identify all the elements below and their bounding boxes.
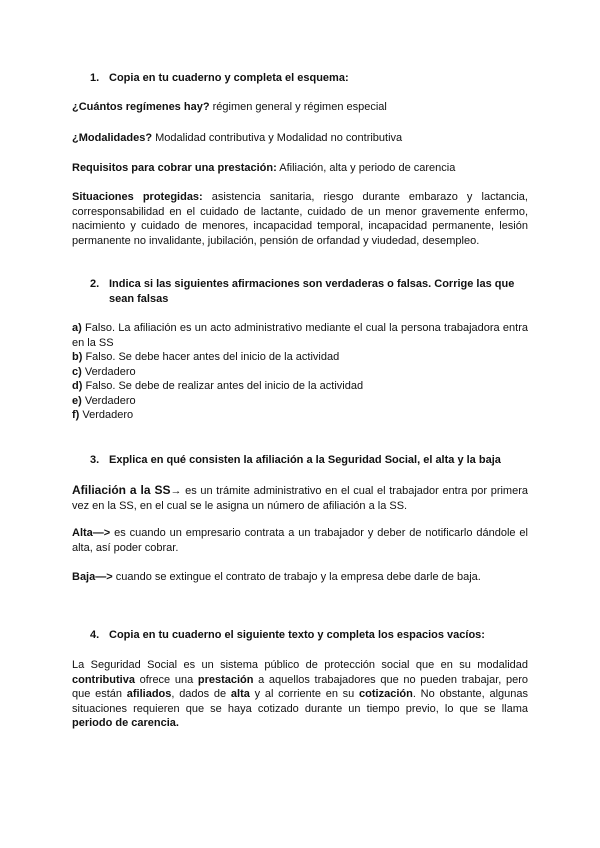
q2-answer-text: Verdadero <box>79 409 134 421</box>
q2-answer-f <box>72 408 528 423</box>
q4-text-6: . No obstante, algunas situaciones requieren que se haya cotizado durante un tiempo previo, lo que se llama <box>72 688 528 715</box>
q2-answer-text: Falso. La afiliación es un acto administrativo mediante el cual la persona trabajadora entra en la SS <box>72 322 528 349</box>
q3-alta-label: Alta <box>72 527 93 539</box>
q4-text-5: y al corriente en su <box>249 688 360 700</box>
q1-requisitos-label: Requisitos para cobrar una prestación: <box>72 162 277 174</box>
q1-modalidades-text: Modalidad contributiva y Modalidad no contributiva <box>152 132 403 144</box>
q2-answer-text: Falso. Se debe de realizar antes del inicio de la actividad <box>82 380 364 392</box>
q4-blank-cotizacion: cotización <box>359 688 413 700</box>
q4-blank-afiliados: afiliados <box>126 688 172 700</box>
q1-number: 1. <box>90 72 100 84</box>
q2-title-line2: sean falsas <box>109 293 169 305</box>
q4-blank-prestacion: prestación <box>197 673 254 686</box>
q1-modalidades <box>72 131 528 146</box>
q1-situaciones-text: asistencia sanitaria, riesgo durante embarazo y lactancia, corresponsabilidad en el cuidado de lactante, cuidado de un menor gravemente enfermo, nacimiento y cuidado de menores, incapacidad temporal, incapacidad permanente, lesión permanente no invalidante, jubilación, pensión de orfandad y viudedad, desempleo. <box>72 191 528 247</box>
q2-answer-text: Verdadero <box>81 394 136 407</box>
q4-text-1: La Seguridad Social es un sistema público de protección social que en su modalidad <box>72 659 528 671</box>
q1-regimenes <box>72 100 528 115</box>
q2-answer-text: Falso. Se debe hacer antes del inicio de la actividad <box>82 351 340 363</box>
q1-situaciones-label: Situaciones protegidas: <box>72 191 203 203</box>
q2-answer-a <box>72 321 528 350</box>
q3-alta-arrow: —> <box>92 527 111 539</box>
q2-number: 2. <box>90 278 100 290</box>
q2-answer-text: Verdadero <box>81 365 136 378</box>
q3-afiliacion <box>72 483 528 513</box>
q4-blank-alta: alta <box>230 688 250 700</box>
q2-title <box>109 277 528 307</box>
q4-blank-periodo: periodo de carencia. <box>72 717 179 729</box>
q4-blank-contributiva: contributiva <box>72 673 135 686</box>
q3-afiliacion-arrow: → <box>170 485 182 497</box>
q2-answer-e <box>72 394 528 409</box>
q2-answer-letter: e) <box>72 394 82 407</box>
q1-situaciones <box>72 190 528 248</box>
q4-text-4: , dados de <box>171 688 231 700</box>
q3-baja-arrow: —> <box>95 571 113 583</box>
q4-paragraph <box>72 658 528 731</box>
q3-afiliacion-label: Afiliación a la SS <box>72 483 171 497</box>
q2-answer-letter: f) <box>72 409 80 421</box>
q2-title-line1: Indica si las siguientes afirmaciones son verdaderas o falsas. Corrige las que <box>109 278 515 290</box>
q1-modalidades-label: ¿Modalidades? <box>72 132 153 144</box>
q1-regimenes-label: ¿Cuántos regímenes hay? <box>72 101 210 113</box>
q2-answer-letter: a) <box>72 322 82 334</box>
q2-answer-c <box>72 365 528 380</box>
q3-baja <box>72 570 528 585</box>
q2-answer-b <box>72 350 528 365</box>
q2-answer-letter: b) <box>72 351 83 363</box>
q3-number: 3. <box>90 454 100 466</box>
q3-title: Explica en qué consisten la afiliación a la Seguridad Social, el alta y la baja <box>109 454 501 466</box>
q3-baja-text: cuando se extingue el contrato de trabajo y la empresa debe darle de baja. <box>112 571 481 583</box>
q2-answer-letter: d) <box>72 380 83 392</box>
q1-requisitos <box>72 161 528 176</box>
q3-alta-text: es cuando un empresario contrata a un trabajador y deber de notificarlo dándole el alta, así poder cobrar. <box>72 527 528 554</box>
q1-requisitos-text: Afiliación, alta y periodo de carencia <box>276 162 456 174</box>
q4-title: Copia en tu cuaderno el siguiente texto y completa los espacios vacíos: <box>109 629 485 641</box>
q1-title: Copia en tu cuaderno y completa el esquema: <box>109 72 349 84</box>
q4-text-3: a aquellos trabajadores que no pueden trabajar, pero que están <box>72 673 529 700</box>
q3-afiliacion-text: es un trámite administrativo en el cual el trabajador entra por primera vez en la SS, en el cual se le asigna un número de afiliación a la SS. <box>72 485 528 512</box>
q2-answer-letter: c) <box>72 365 82 378</box>
q4-number: 4. <box>90 629 100 641</box>
q3-alta <box>72 526 528 555</box>
q4-text-2: ofrece una <box>134 673 198 686</box>
q2-answer-d <box>72 379 528 394</box>
q3-baja-label: Baja <box>72 571 96 583</box>
q1-regimenes-text: régimen general y régimen especial <box>209 101 387 113</box>
